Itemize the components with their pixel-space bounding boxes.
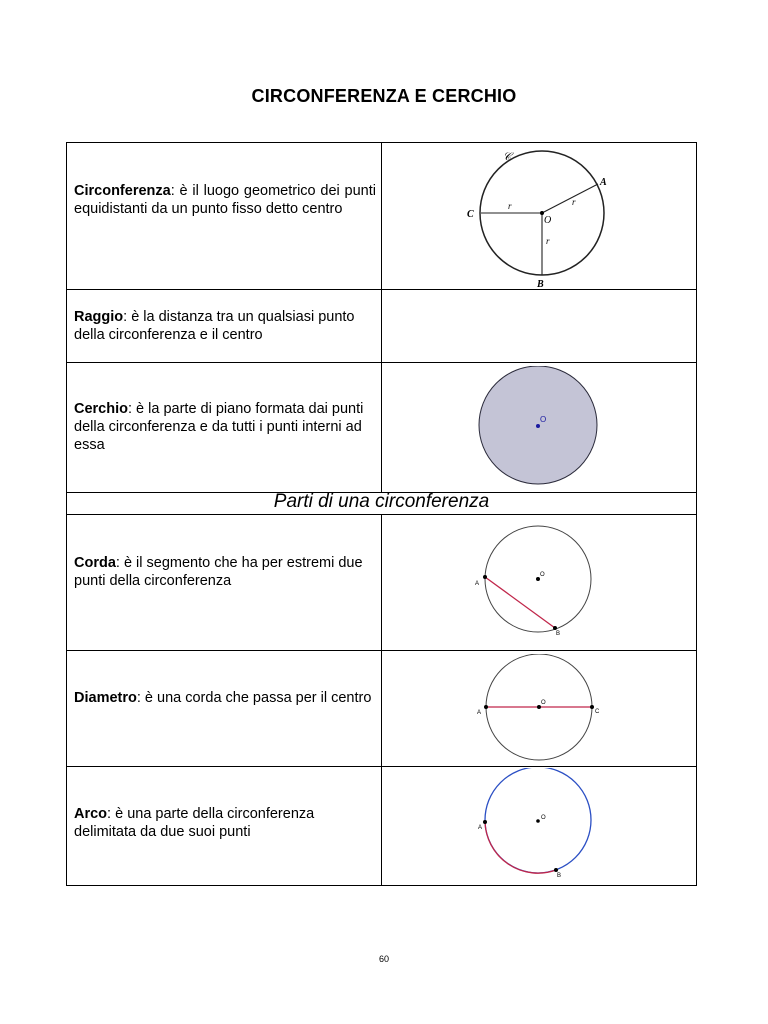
definition-cerchio [74,400,376,454]
arc-segment [485,822,556,873]
definition-text: : è la parte di piano formata dai punti della circonferenza e da tutti i punti interni ad essa [74,401,364,453]
point-label: B [556,631,561,637]
center-label: O [541,815,546,821]
definition-text: : è il segmento che ha per estremi due punti della circonferenza [74,555,363,589]
definition-text: : è una corda che passa per il centro [136,690,372,706]
center-point [536,819,540,823]
term-label: Circonferenza [74,183,171,199]
radius-label: r [508,201,512,211]
term-label: Cerchio [74,401,128,417]
definition-arco [74,805,376,841]
definition-corda [74,554,376,590]
point-label: A [600,177,607,188]
definition-diametro [74,689,376,707]
term-label: Diametro [74,690,137,706]
center-label: O [540,572,545,578]
circonferenza-figure [460,146,620,290]
arco-figure [470,768,600,880]
radius-segment [542,184,598,213]
chord-segment [485,577,555,628]
page-title: CIRCONFERENZA E CERCHIO [251,86,517,106]
point-label: C [467,209,474,220]
center-point [536,424,540,428]
term-label: Raggio [74,309,124,325]
corda-figure [470,522,600,640]
point-a [483,575,487,579]
radius-label: r [572,197,576,207]
term-label: Arco [74,806,108,822]
page-number: 60 [378,954,389,964]
point-label: A [477,710,482,716]
definition-text: : è una parte della circonferenza delimitata da due suoi punti [74,806,315,840]
curve-label: 𝒞 [503,151,512,163]
term-label: Corda [74,555,116,571]
section-heading: Parti di una circonferenza [273,491,490,512]
center-label: O [544,215,552,226]
center-label: O [540,415,547,424]
definition-circonferenza [74,182,376,218]
center-label: O [541,700,546,706]
column-divider-bottom [381,514,382,886]
point-b [554,868,558,872]
point-label: A [478,825,483,831]
point-a [484,705,488,709]
point-b [553,626,557,630]
radius-label: r [546,236,550,246]
column-divider-top [381,142,382,493]
point-label: A [475,581,480,587]
point-label: B [537,279,544,290]
point-a [483,820,487,824]
point-c [590,705,594,709]
definition-text: : è il luogo geometrico dei punti equidistanti da un punto fisso detto centro [74,183,376,217]
diametro-figure [470,654,610,762]
cerchio-figure [476,366,602,486]
point-label: C [595,709,600,715]
definition-text: : è la distanza tra un qualsiasi punto della circonferenza e il centro [74,309,355,343]
definition-raggio [74,308,376,344]
point-label: B [557,873,562,879]
